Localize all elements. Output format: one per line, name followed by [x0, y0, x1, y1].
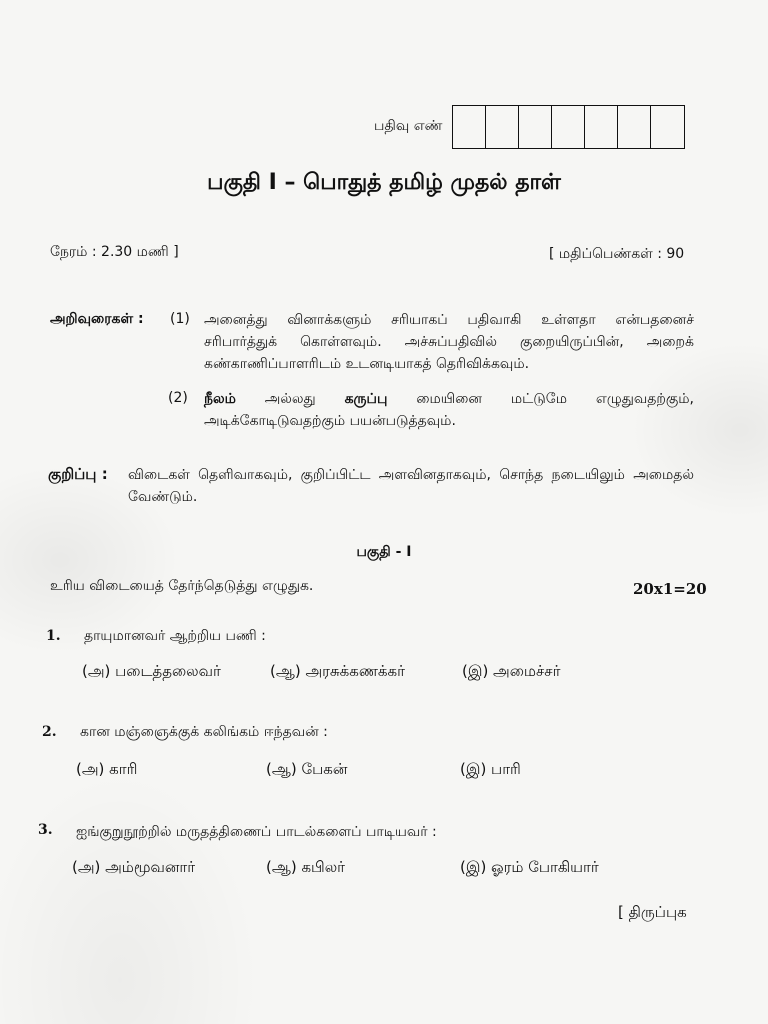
- ink-color-black: கருப்பு: [344, 391, 388, 407]
- register-number-boxes: [452, 105, 685, 149]
- option-c: (இ) அமைச்சர்: [462, 662, 561, 680]
- option-b: (ஆ) கபிலர்: [266, 858, 346, 876]
- question-number: 3.: [38, 822, 53, 838]
- question-text: ஐங்குறுநூற்றில் மருதத்திணைப் பாடல்களைப் பாடியவர் :: [76, 824, 437, 840]
- time-allowed: நேரம் : 2.30 மணி ]: [50, 244, 179, 260]
- register-box: [585, 106, 618, 148]
- option-a: (அ) படைத்தலைவர்: [82, 662, 221, 680]
- register-box: [519, 106, 552, 148]
- option-c: (இ) ஓரம் போகியார்: [460, 858, 599, 876]
- option-a: (அ) அம்மூவனார்: [72, 858, 196, 876]
- instruction-number: (1): [170, 311, 190, 327]
- question-number: 1.: [46, 628, 61, 644]
- continue-overleaf: [ திருப்புக: [618, 903, 687, 921]
- total-marks: [ மதிப்பெண்கள் : 90: [549, 246, 685, 262]
- register-box: [486, 106, 519, 148]
- option-b: (ஆ) பேகன்: [266, 760, 348, 778]
- question-text: தாயுமானவர் ஆற்றிய பணி :: [84, 628, 266, 644]
- ink-color-blue: நீலம்: [204, 391, 236, 407]
- register-number-label: பதிவு எண்: [374, 118, 443, 134]
- option-a: (அ) காரி: [76, 760, 138, 778]
- option-b: (ஆ) அரசுக்கணக்கர்: [270, 662, 405, 680]
- instruction-text: அனைத்து வினாக்களும் சரியாகப் பதிவாகி உள்ளதா என்பதனைச் சரிபார்த்துக் கொள்ளவும். அச்சுப்பதிவில் குறையிருப்பின், அறைக் கண்காணிப்பாளரிடம் உடனடியாகத் தெரிவிக்கவும்.: [204, 312, 694, 372]
- section-heading: பகுதி - I: [356, 544, 412, 560]
- section-score: 20x1=20: [633, 580, 707, 598]
- instruction-number: (2): [168, 390, 188, 406]
- section-directive: உரிய விடையைத் தேர்ந்தெடுத்து எழுதுக.: [50, 578, 314, 594]
- option-c: (இ) பாரி: [460, 760, 521, 778]
- instruction-text: [204, 388, 694, 432]
- instruction-rest: மையினை மட்டுமே எழுதுவதற்கும், அடிக்கோடிடுவதற்கும் பயன்படுத்தவும்.: [204, 391, 695, 429]
- register-box: [453, 106, 486, 148]
- register-box: [651, 106, 684, 148]
- paper-title: பகுதி I – பொதுத் தமிழ் முதல் தாள்: [207, 170, 561, 195]
- register-box: [552, 106, 585, 148]
- note-label: குறிப்பு :: [48, 465, 108, 483]
- question-number: 2.: [42, 724, 57, 740]
- instructions-label: அறிவுரைகள் :: [50, 311, 144, 327]
- instruction-connector: அல்லது: [235, 391, 345, 407]
- register-box: [618, 106, 651, 148]
- question-text: கான மஞ்ஞைக்குக் கலிங்கம் ஈந்தவன் :: [80, 724, 328, 740]
- note-text: விடைகள் தெளிவாகவும், குறிப்பிட்ட அளவினதாகவும், சொந்த நடையிலும் அமைதல் வேண்டும்.: [128, 467, 694, 505]
